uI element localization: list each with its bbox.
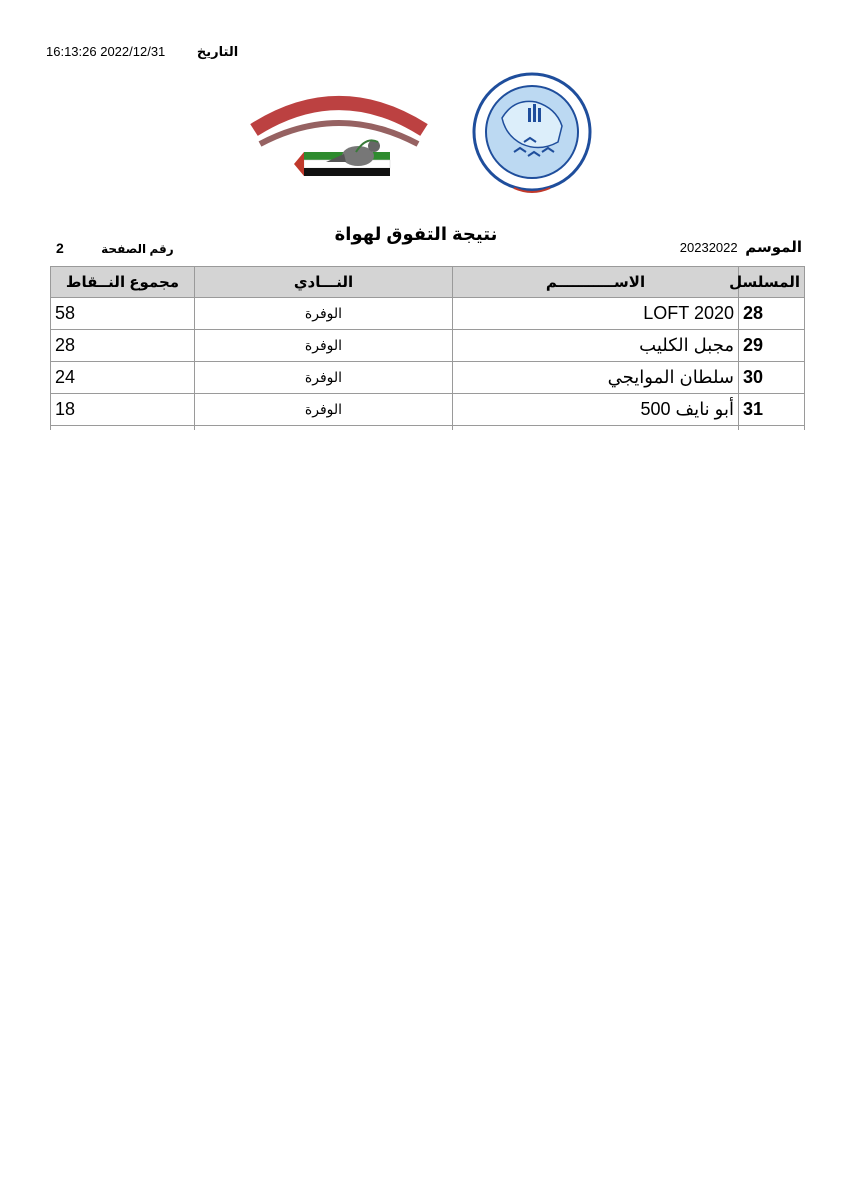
cell-points: 18 [51,394,195,426]
cell-points: 58 [51,298,195,330]
spacer-cell [51,426,195,431]
page-number-label: رقم الصفحة [101,242,174,256]
cell-points: 24 [51,362,195,394]
header-serial: المسلسل [739,267,805,298]
club-logo [246,82,432,192]
table-row [51,362,805,394]
date-value: 16:13:26 2022/12/31 [46,44,166,59]
season-label: الموسم [745,239,802,256]
table-row [51,298,805,330]
cell-name: مجبل الكليب [453,330,739,362]
table-row [51,394,805,426]
spacer-cell [739,426,805,431]
spacer-cell [195,426,453,431]
cell-serial: 30 [739,362,805,394]
table-spacer-row [51,426,805,431]
season-value: 20232022 [679,240,738,255]
cell-serial: 28 [739,298,805,330]
cell-name: أبو نايف 500 [453,394,739,426]
header-points: مجموع النــقاط [51,267,195,298]
cell-club: الوفرة [195,298,453,330]
table-row [51,330,805,362]
header-club: النـــادي [195,267,453,298]
page-number-value: 2 [56,240,64,256]
cell-serial: 29 [739,330,805,362]
table-header-row [51,267,805,298]
cell-club: الوفرة [195,362,453,394]
season [680,238,802,256]
header-name: الاســـــــــــم [453,267,739,298]
federation-logo [470,68,594,200]
cell-serial: 31 [739,394,805,426]
results-table [50,266,805,430]
report-title: نتيجة التفوق لهواة [334,224,498,244]
cell-points: 28 [51,330,195,362]
cell-name: LOFT 2020 [453,298,739,330]
cell-club: الوفرة [195,394,453,426]
cell-name: سلطان الموايجي [453,362,739,394]
spacer-cell [453,426,739,431]
cell-club: الوفرة [195,330,453,362]
print-date [46,44,238,60]
page-number [56,240,174,256]
date-label: التاريخ [196,44,239,59]
